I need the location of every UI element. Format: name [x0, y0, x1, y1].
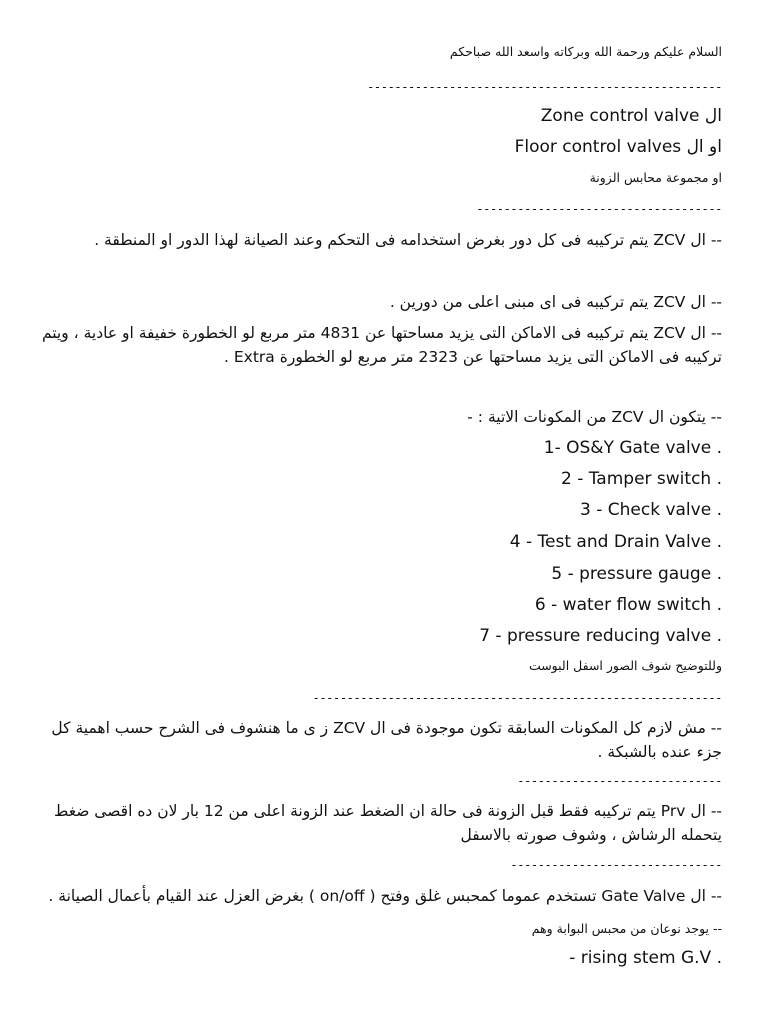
separator: ------------------------------- — [510, 858, 722, 872]
zone-valves-group-line: او مجموعة محابس الزونة — [589, 170, 722, 185]
paragraph-gate-valve-types: -- يوجد نوعان من محبس البوابة وهم — [531, 921, 722, 936]
zone-control-valve-heading: ال Zone control valve — [540, 106, 722, 126]
separator: ------------------------------------ — [476, 202, 722, 216]
separator: ---------------------------------------------------- — [367, 80, 722, 94]
paragraph-zcv-two-floors: -- ال ZCV يتم تركيبه فى اى مبنى اعلى من دورين . — [389, 293, 722, 311]
paragraph-gate-valve: -- ال Gate Valve تستخدم عموما كمحبس غلق وفتح ( on/off ) بغرض العزل عند القيام بأعمال الصيانة . — [48, 887, 722, 905]
paragraph-zcv-components-intro: -- يتكون ال ZCV من المكونات الاتية : - — [467, 408, 722, 426]
component-item-1: 1- OS&Y Gate valve . — [543, 438, 722, 458]
component-item-3: 3 - Check valve . — [580, 500, 722, 520]
component-item-2: 2 - Tamper switch . — [560, 469, 722, 489]
separator: ------------------------------------------------------------ — [312, 691, 722, 705]
separator: ------------------------------ — [517, 774, 722, 788]
see-images-note: وللتوضيح شوف الصور اسفل البوست — [528, 658, 722, 673]
paragraph-zcv-every-floor: -- ال ZCV يتم تركيبه فى كل دور بغرض استخدامه فى التحكم وعند الصيانة لهذا الدور او المنطقة . — [94, 231, 722, 249]
floor-control-valves-heading: او ال Floor control valves — [514, 137, 722, 157]
paragraph-prv: -- ال Prv يتم تركيبه فقط قبل الزونة فى حالة ان الضغط عند الزونة اعلى من 12 بار لان ده اقصى ضغط يتحمله الرشاش ، وشوف صورته بالاسفل — [54, 802, 722, 844]
rising-stem-item: - rising stem G.V . — [569, 948, 722, 968]
greeting-line: السلام عليكم ورحمة الله وبركاته واسعد الله صباحكم — [449, 44, 722, 59]
component-item-7: 7 - pressure reducing valve . — [479, 626, 722, 646]
paragraph-zcv-area: -- ال ZCV يتم تركيبه فى الاماكن التى يزيد مساحتها عن 4831 متر مربع لو الخطورة خفيفة او عادية ، ويتم تركيبه فى الاماكن التى يزيد مساحتها عن 2323 متر مربع لو الخطورة Extra . — [41, 324, 722, 366]
component-item-6: 6 - water flow switch . — [534, 595, 722, 615]
paragraph-components-optional: -- مش لازم كل المكونات السابقة تكون موجودة فى ال ZCV ز ى ما هنشوف فى الشرح حسب اهمية كل جزء عنده بالشبكة . — [51, 719, 722, 761]
component-item-5: 5 - pressure gauge . — [551, 564, 722, 584]
component-item-4: 4 - Test and Drain Valve . — [509, 532, 722, 552]
